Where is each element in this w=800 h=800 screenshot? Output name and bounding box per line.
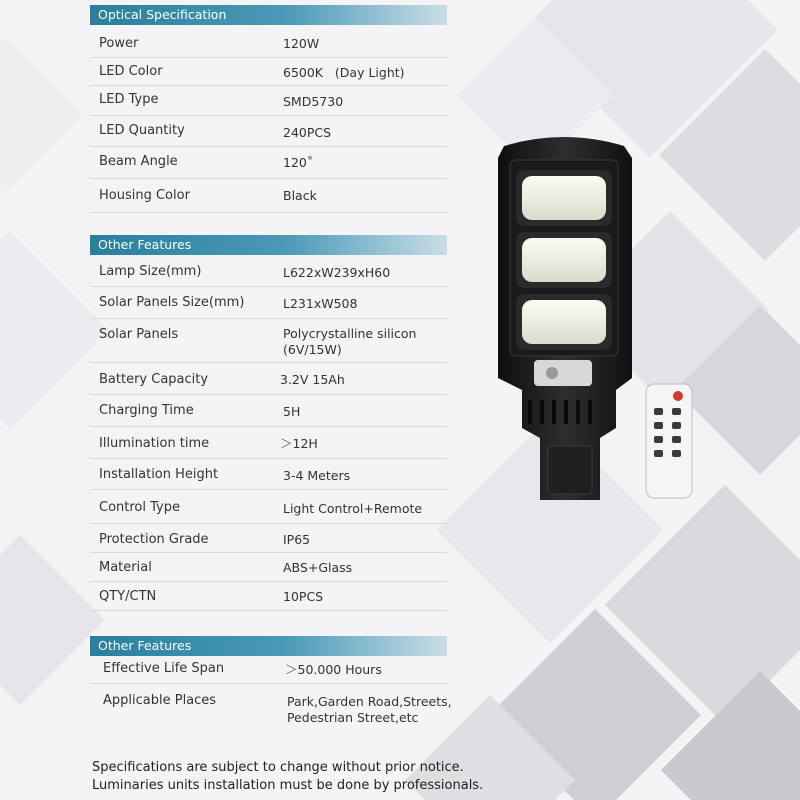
spec-label: Battery Capacity: [99, 372, 209, 387]
spec-label: Charging Time: [99, 403, 194, 418]
spec-value: ＞12H: [280, 436, 318, 451]
spec-row-solar-panel-size: [90, 287, 447, 319]
spec-value: SMD5730: [283, 94, 344, 109]
spec-row-led-type: [90, 86, 447, 116]
spec-value-line2: (6V/15W): [283, 342, 342, 357]
spec-value: L231xW508: [283, 296, 358, 311]
spec-row-battery: [90, 363, 447, 395]
spec-row-material: [90, 553, 447, 582]
spec-label: Installation Height: [99, 467, 219, 482]
spec-label: Solar Panels: [99, 327, 179, 342]
spec-value: Black: [283, 188, 317, 203]
spec-label: QTY/CTN: [99, 589, 157, 604]
spec-value: Park,Garden Road,Streets,: [287, 694, 452, 709]
spec-row-lamp-size: [90, 256, 447, 287]
spec-row-protection-grade: [90, 524, 447, 553]
spec-label: Illumination time: [99, 436, 210, 451]
spec-value-line2: Pedestrian Street,etc: [287, 710, 419, 725]
spec-label: Housing Color: [99, 188, 190, 203]
spec-value: ABS+Glass: [283, 560, 353, 575]
spec-label: Applicable Places: [103, 693, 217, 708]
spec-value: 120W: [283, 36, 320, 51]
spec-row-led-color: [90, 58, 447, 86]
spec-value: ＞50.000 Hours: [285, 662, 382, 677]
spec-label: Lamp Size(mm): [99, 264, 202, 279]
spec-row-applicable-places: [90, 684, 452, 732]
spec-value: L622xW239xH60: [283, 265, 391, 280]
spec-row-life-span: [90, 656, 447, 684]
notice-line-1: Specifications are subject to change without prior notice.: [92, 760, 464, 775]
spec-row-housing-color: [90, 179, 447, 213]
spec-row-beam-angle: [90, 147, 447, 179]
spec-label: Effective Life Span: [103, 661, 225, 676]
spec-value: IP65: [283, 532, 311, 547]
spec-row-led-quantity: [90, 116, 447, 147]
optical-spec-header: Optical Specification: [90, 5, 447, 25]
spec-value: 3.2V 15Ah: [280, 372, 345, 387]
spec-value: 240PCS: [283, 125, 332, 140]
notice-line-2: Luminaries units installation must be done by professionals.: [92, 778, 484, 793]
spec-value: 5H: [283, 404, 301, 419]
spec-value: Polycrystalline silicon: [283, 326, 417, 341]
spec-row-illumination: [90, 427, 447, 459]
spec-label: Beam Angle: [99, 154, 178, 169]
spec-label: Material: [99, 560, 152, 575]
spec-row-power: [90, 28, 447, 58]
other-features-header-2: Other Features: [90, 636, 447, 656]
other-features-header: Other Features: [90, 235, 447, 255]
spec-value: 10PCS: [283, 589, 324, 604]
spec-label: LED Color: [99, 64, 163, 79]
spec-label: LED Quantity: [99, 123, 185, 138]
spec-label: Control Type: [99, 500, 180, 515]
spec-label: Power: [99, 36, 139, 51]
spec-label: Solar Panels Size(mm): [99, 295, 245, 310]
spec-label: LED Type: [99, 92, 159, 107]
spec-value: 3-4 Meters: [283, 468, 351, 483]
spec-label: Protection Grade: [99, 532, 209, 547]
spec-value: 6500K (Day Light): [283, 65, 405, 80]
spec-row-installation-height: [90, 459, 447, 490]
remote-control-image: [644, 382, 694, 500]
spec-value: Light Control+Remote: [283, 501, 423, 516]
spec-row-solar-panels: [90, 319, 447, 363]
spec-row-qty-ctn: [90, 582, 447, 611]
spec-row-control-type: [90, 490, 447, 524]
spec-value: 120˚: [283, 155, 314, 170]
solar-street-light-image: [490, 128, 638, 508]
spec-row-charging-time: [90, 395, 447, 427]
